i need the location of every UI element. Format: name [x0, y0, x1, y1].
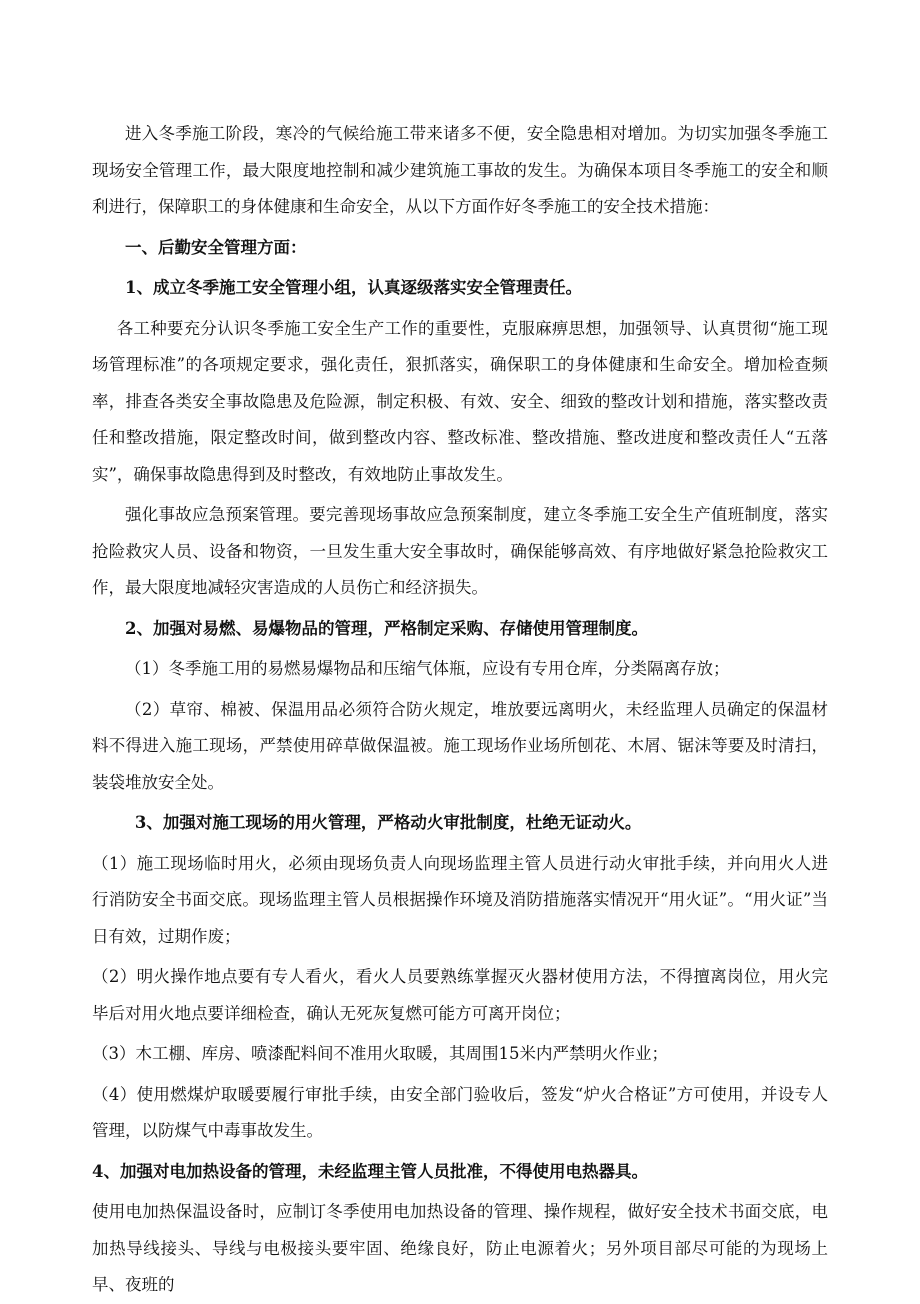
subsection-heading-4: 4、加强对电加热设备的管理，未经监理主管人员批准，不得使用电热器具。	[92, 1161, 648, 1181]
intro-paragraph: 进入冬季施工阶段，寒冷的气候给施工带来诸多不便，安全隐患相对增加。为切实加强冬季施工现场安全管理工作，最大限度地控制和减少建筑施工事故的发生。为确保本项目冬季施工的安全和顺利进行，保障职工的身体健康和生命安全，从以下方面作好冬季施工的安全技术措施：	[92, 124, 828, 216]
list-item-3-1: （1）施工现场临时用火，必须由现场负责人向现场监理主管人员进行动火审批手续，并向用火人进行消防安全书面交底。现场监理主管人员根据操作环境及消防措施落实情况开“用火证”。“用火证”当日有效，过期作废；	[92, 853, 828, 946]
subsection-heading-2: 2、加强对易燃、易爆物品的管理，严格制定采购、存储使用管理制度。	[125, 618, 648, 638]
paragraph-responsibility: 各工种要充分认识冬季施工安全生产工作的重要性，克服麻痹思想，加强领导、认真贯彻“施工现场管理标准”的各项规定要求，强化责任，狠抓落实，确保职工的身体健康和生命安全。增加检查频率，排查各类安全事故隐患及危险源，制定积极、有效、安全、细致的整改计划和措施，落实整改责任和整改措施，限定整改时间，做到整改内容、整改标准、整改措施、整改进度和整改责任人“五落实”，确保事故隐患得到及时整改，有效地防止事故发生。	[92, 318, 828, 484]
subsection-heading-1: 1、成立冬季施工安全管理小组，认真逐级落实安全管理责任。	[125, 278, 582, 297]
list-item-2-2: （2）草帘、棉被、保温用品必须符合防火规定，堆放要远离明火，未经监理人员确定的保温材料不得进入施工现场，严禁使用碎草做保温被。施工现场作业场所刨花、木屑、锯沫等要及时清扫，装袋堆放安全处。	[92, 699, 828, 792]
list-item-3-4: （4）使用燃煤炉取暖要履行审批手续，由安全部门验收后，签发“炉火合格证”方可使用，并设专人管理，以防煤气中毒事故发生。	[92, 1084, 828, 1140]
paragraph-electric-heating: 使用电加热保温设备时，应制订冬季使用电加热设备的管理、操作规程，做好安全技术书面交底，电加热导线接头、导线与电极接头要牢固、绝缘良好，防止电源着火；另外项目部尽可能的为现场上早、夜班的	[92, 1202, 828, 1294]
paragraph-emergency-plan: 强化事故应急预案管理。要完善现场事故应急预案制度，建立冬季施工安全生产值班制度，落实抢险救灾人员、设备和物资，一旦发生重大安全事故时，确保能够高效、有序地做好紧急抢险救灾工作，最大限度地减轻灾害造成的人员伤亡和经济损失。	[92, 505, 828, 597]
section-heading-logistics: 一、后勤安全管理方面：	[125, 237, 307, 257]
list-item-3-2: （2）明火操作地点要有专人看火，看火人员要熟练掌握灭火器材使用方法，不得擅离岗位，用火完毕后对用火地点要详细检查，确认无死灰复燃可能方可离开岗位；	[92, 967, 828, 1023]
list-item-2-1: （1）冬季施工用的易燃易爆物品和压缩气体瓶，应设有专用仓库，分类隔离存放；	[125, 659, 730, 678]
list-item-3-3: （3）木工棚、库房、喷漆配料间不准用火取暖，其周围15米内严禁明火作业；	[92, 1044, 668, 1063]
subsection-heading-3: 3、加强对施工现场的用火管理，严格动火审批制度，杜绝无证动火。	[134, 813, 642, 832]
